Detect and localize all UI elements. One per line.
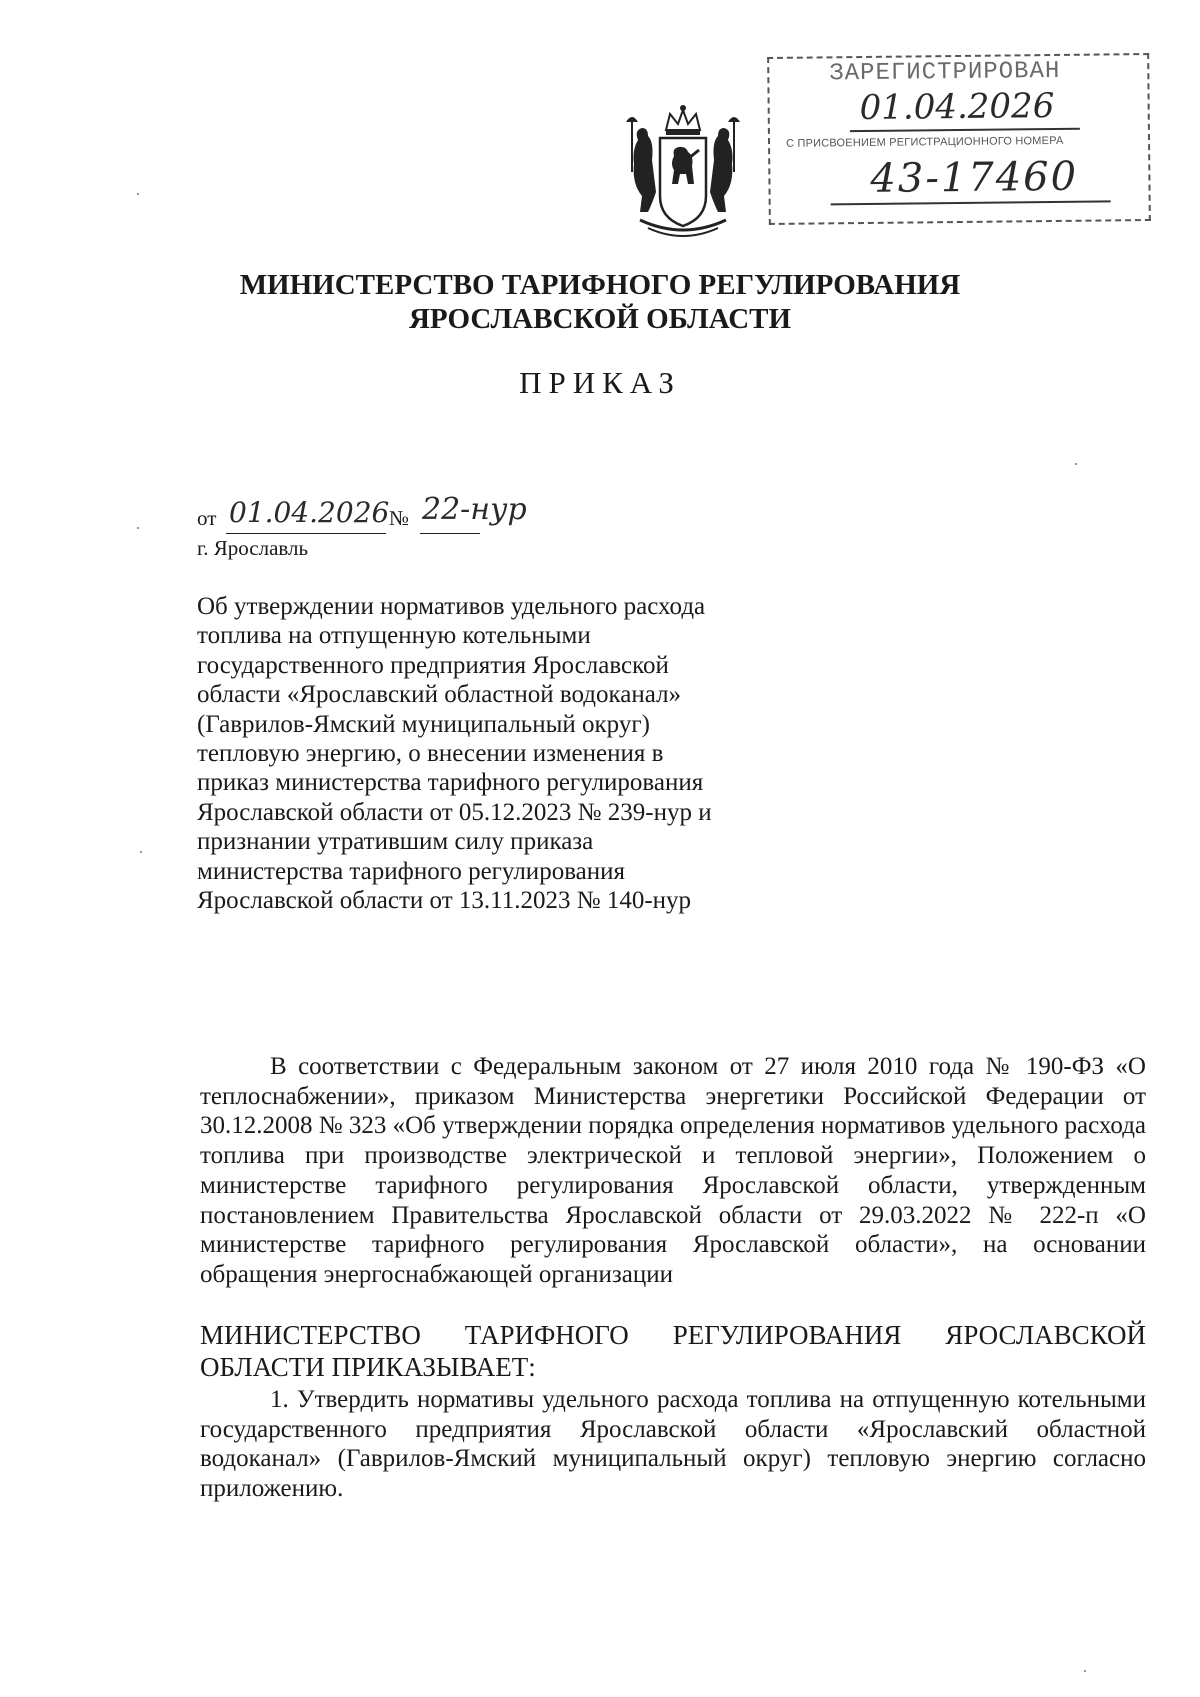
number-label: № (389, 506, 410, 530)
document-number: 22-нур (422, 492, 527, 527)
registration-stamp (767, 53, 1151, 225)
document-date: 01.04.2026 (229, 496, 390, 529)
stamp-date: 01.04.2026 (859, 86, 1055, 129)
ministry-name-line2: ЯРОСЛАВСКОЙ ОБЛАСТИ (408, 303, 792, 335)
ministry-name (0, 268, 1200, 336)
document-city: г. Ярославль (197, 536, 309, 560)
coat-of-arms-icon (622, 100, 744, 244)
scan-speck (1084, 1670, 1086, 1672)
item-1-paragraph: 1. Утвердить нормативы удельного расхода топлива на отпущенную котельными государственного предприятия Ярославской области «Ярославский областной водоканал» (Гаврилов-Ямский муниципальный округ) тепловую энергию согласно приложению. (200, 1386, 1146, 1503)
decree-heading (200, 1319, 1146, 1383)
document-subject: Об утверждении нормативов удельного расхода топлива на отпущенную котельными государственного предприятия Ярославской области «Ярославский областной водоканал» (Гаврилов-Ямский муниципальный округ) тепловую энергию, о внесении изменения в приказ министерства тарифного регулирования Ярославской области от 05.12.2023 № 239-нур и признании утратившим силу приказа министерства тарифного регулирования Ярославской области от 13.11.2023 № 140-нур (197, 593, 712, 915)
stamp-number: 43-17460 (870, 153, 1079, 202)
stamp-title: ЗАРЕГИСТРИРОВАН (829, 57, 1061, 88)
scan-speck (140, 851, 142, 853)
decree-heading-line1: МИНИСТЕРСТВО ТАРИФНОГО РЕГУЛИРОВАНИЯ ЯРОСЛАВСКОЙ (200, 1320, 1146, 1350)
ministry-name-line1: МИНИСТЕРСТВО ТАРИФНОГО РЕГУЛИРОВАНИЯ (239, 269, 961, 301)
preamble-paragraph: В соответствии с Федеральным законом от 27 июля 2010 года № 190-ФЗ «О теплоснабжении», приказом Министерства энергетики Российской Федерации от 30.12.2008 № 323 «Об утверждении порядка определения нормативов удельного расхода топлива при производстве электрической и тепловой энергии», Положением о министерстве тарифного регулирования Ярославской области, утвержденным постановлением Правительства Ярославской области от 29.03.2022 № 222-п «О министерстве тарифного регулирования Ярославской области», на основании обращения энергоснабжающей организации (200, 1053, 1147, 1288)
decree-heading-line2: ОБЛАСТИ ПРИКАЗЫВАЕТ: (200, 1352, 536, 1382)
scan-speck (137, 527, 139, 529)
date-label: от (197, 506, 217, 530)
scan-speck (1075, 463, 1077, 465)
scan-speck (137, 193, 139, 195)
date-underline (226, 533, 386, 534)
stamp-caption: С ПРИСВОЕНИЕМ РЕГИСТРАЦИОННОГО НОМЕРА (785, 134, 1064, 150)
number-underline (420, 533, 480, 534)
document-type: ПРИКАЗ (519, 365, 681, 400)
stamp-divider (850, 128, 1080, 132)
